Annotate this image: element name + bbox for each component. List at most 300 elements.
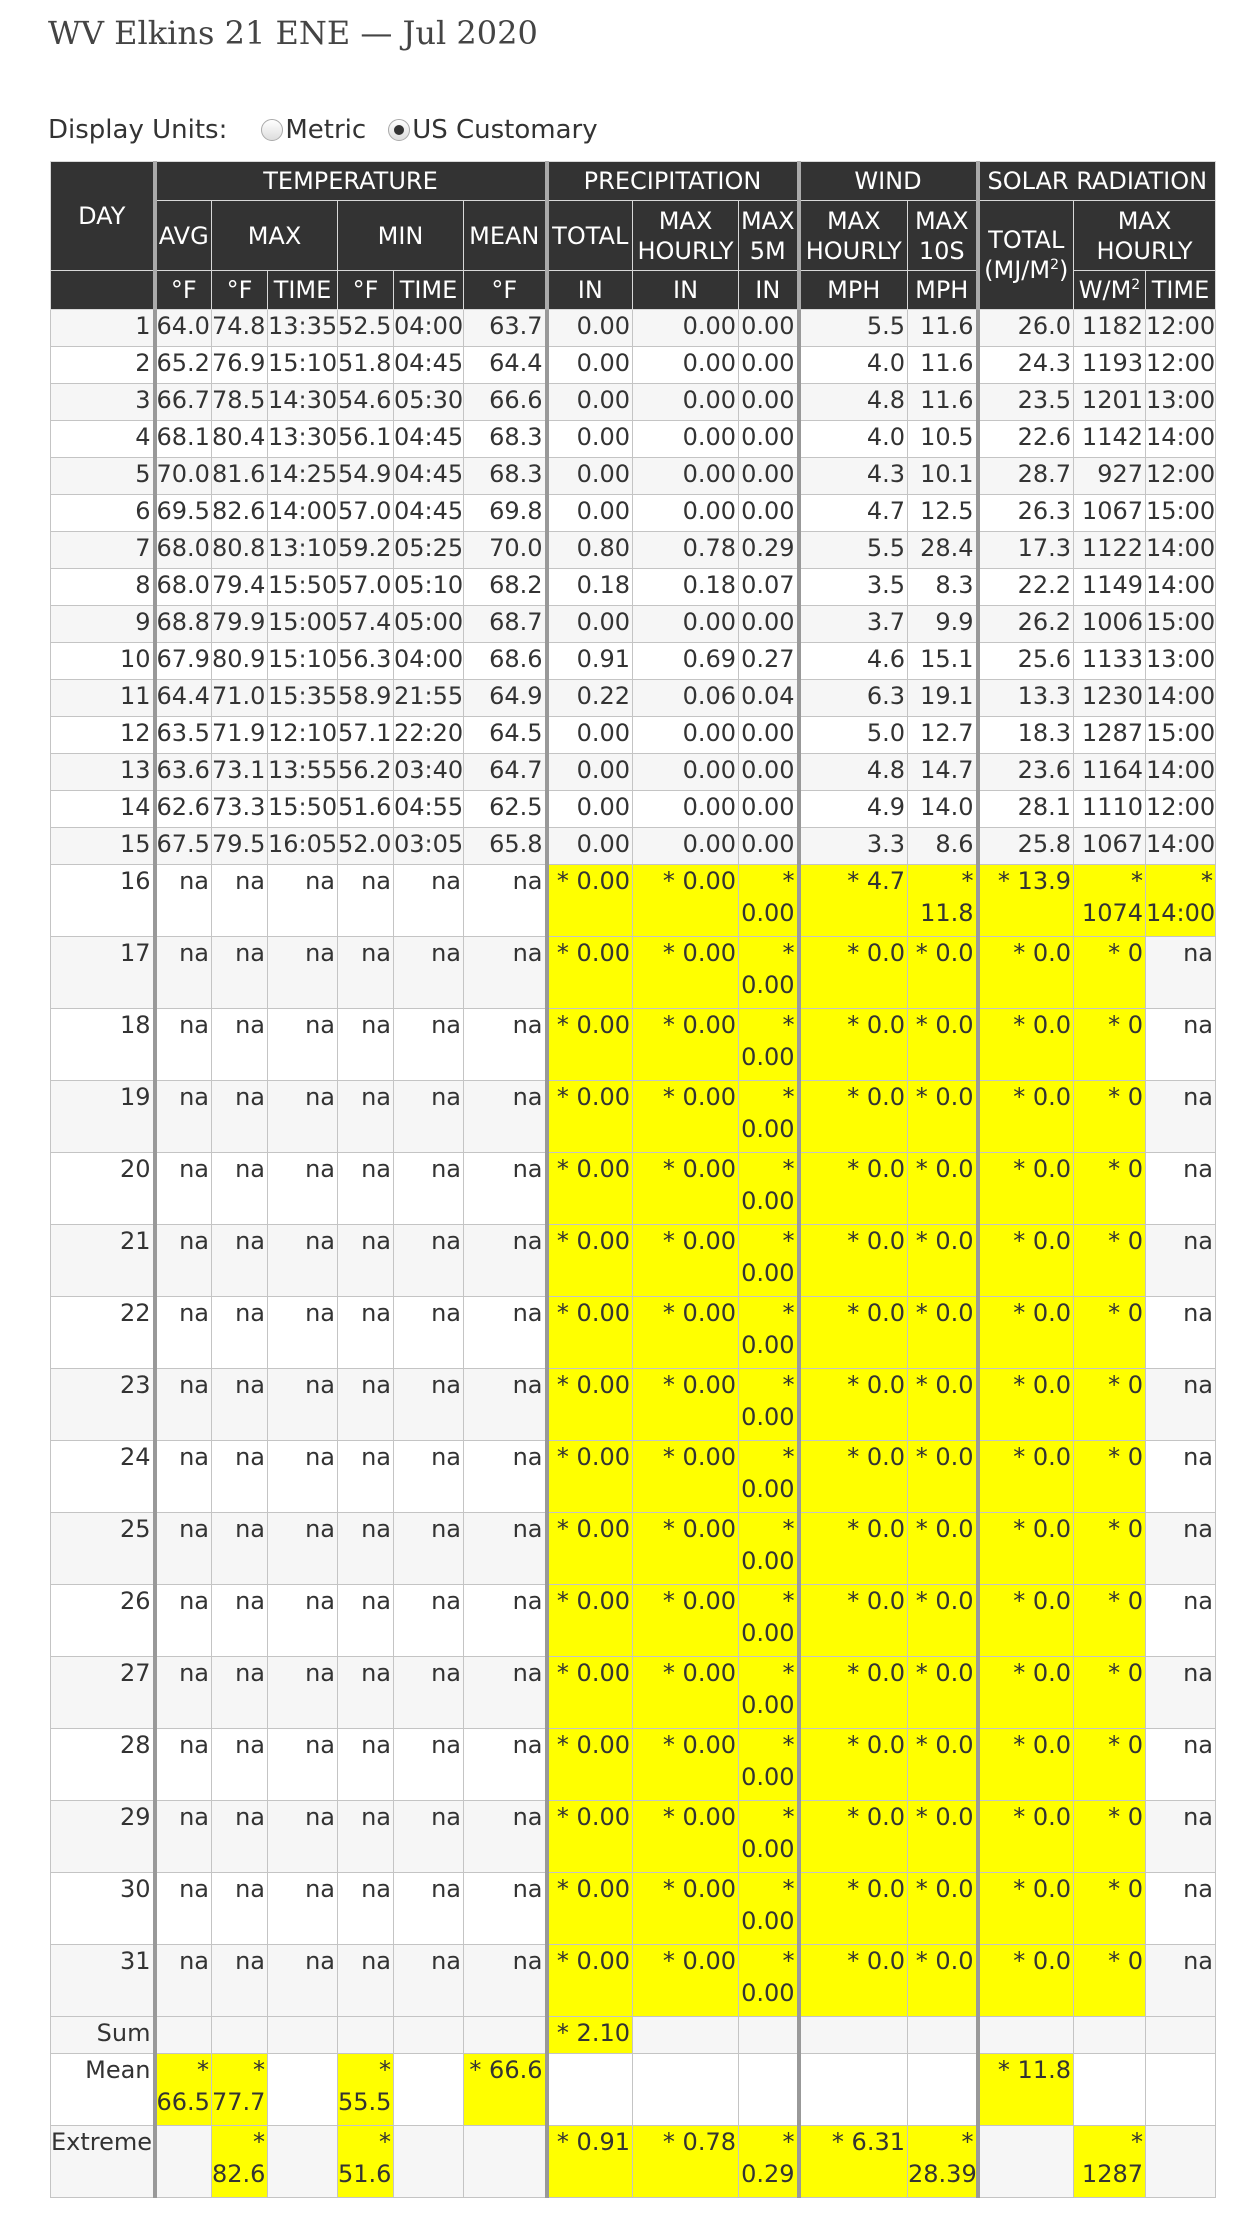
cell-precip-max-hourly: 0.00 [633, 458, 739, 495]
cell-solar-total: 28.1 [978, 791, 1074, 828]
cell-min-time: 05:00 [394, 606, 464, 643]
cell-avg: na [155, 1009, 212, 1081]
cell-wind-max-10s: 9.9 [908, 606, 978, 643]
cell-max: na [212, 1297, 268, 1369]
cell-max-time: 12:10 [268, 717, 338, 754]
cell-solar-max-hourly: * 0 [1074, 1945, 1146, 2017]
header-precipitation: PRECIPITATION [547, 162, 799, 201]
cell-solar-max-hourly: * 0 [1074, 937, 1146, 1009]
cell-precip-max-5m: * 0.00 [739, 1297, 799, 1369]
us-customary-radio-icon[interactable] [388, 119, 410, 141]
cell-solar-total: 24.3 [978, 347, 1074, 384]
cell-wind-max-hourly: * 0.0 [799, 937, 908, 1009]
cell-wind-max-10s: * 0.0 [908, 1009, 978, 1081]
footer-cell-solar-max-hourly [1074, 2017, 1146, 2054]
cell-wind-max-hourly: * 0.0 [799, 1513, 908, 1585]
cell-wind-max-10s: * 0.0 [908, 1585, 978, 1657]
cell-wind-max-10s: 12.5 [908, 495, 978, 532]
cell-max-time: na [268, 865, 338, 937]
cell-max: 73.3 [212, 791, 268, 828]
cell-solar-total: 26.3 [978, 495, 1074, 532]
cell-day: 1 [51, 310, 155, 347]
cell-day: 5 [51, 458, 155, 495]
cell-solar-max-hourly: * 0 [1074, 1153, 1146, 1225]
table-row [51, 1729, 1216, 1801]
cell-max: 78.5 [212, 384, 268, 421]
cell-min: na [338, 1009, 394, 1081]
cell-day: 22 [51, 1297, 155, 1369]
cell-solar-total: * 0.0 [978, 1729, 1074, 1801]
footer-cell-min: * 51.6 [338, 2126, 394, 2198]
cell-max: na [212, 1729, 268, 1801]
cell-solar-total: 13.3 [978, 680, 1074, 717]
footer-cell-precip-max-5m [739, 2017, 799, 2054]
cell-precip-max-5m: * 0.00 [739, 1369, 799, 1441]
cell-precip-total: * 0.00 [547, 1369, 633, 1441]
cell-day: 26 [51, 1585, 155, 1657]
page-title: WV Elkins 21 ENE — Jul 2020 [48, 14, 538, 52]
cell-solar-total: * 0.0 [978, 937, 1074, 1009]
unit-min: °F [338, 271, 394, 310]
cell-precip-max-5m: 0.00 [739, 606, 799, 643]
cell-min: 57.1 [338, 717, 394, 754]
cell-precip-total: 0.22 [547, 680, 633, 717]
cell-precip-max-hourly: 0.00 [633, 791, 739, 828]
cell-solar-max-hourly: 1067 [1074, 828, 1146, 865]
cell-precip-max-hourly: 0.00 [633, 606, 739, 643]
cell-day: 2 [51, 347, 155, 384]
cell-precip-max-5m: * 0.00 [739, 1873, 799, 1945]
cell-wind-max-hourly: * 4.7 [799, 865, 908, 937]
cell-solar-max-hourly: * 0 [1074, 1873, 1146, 1945]
footer-label-mean: Mean [51, 2054, 155, 2126]
cell-min: 57.0 [338, 569, 394, 606]
cell-max-time: 15:50 [268, 569, 338, 606]
cell-max: 80.4 [212, 421, 268, 458]
cell-min-time: na [394, 1081, 464, 1153]
cell-day: 28 [51, 1729, 155, 1801]
cell-precip-max-hourly: * 0.00 [633, 1945, 739, 2017]
table-row [51, 1153, 1216, 1225]
cell-solar-time: na [1146, 1873, 1216, 1945]
cell-avg: na [155, 1585, 212, 1657]
header-solar-total-text: TOTAL (MJ/M [984, 226, 1065, 284]
cell-wind-max-10s: 19.1 [908, 680, 978, 717]
cell-min: 56.1 [338, 421, 394, 458]
cell-max: na [212, 1369, 268, 1441]
cell-min: 59.2 [338, 532, 394, 569]
cell-precip-total: 0.18 [547, 569, 633, 606]
cell-solar-max-hourly: 1149 [1074, 569, 1146, 606]
cell-avg: na [155, 1729, 212, 1801]
cell-precip-max-5m: 0.00 [739, 384, 799, 421]
cell-mean: na [464, 1729, 547, 1801]
cell-mean: na [464, 1801, 547, 1873]
cell-avg: na [155, 1153, 212, 1225]
cell-avg: 69.5 [155, 495, 212, 532]
cell-precip-max-hourly: 0.69 [633, 643, 739, 680]
cell-min-time: 04:55 [394, 791, 464, 828]
cell-precip-total: * 0.00 [547, 1297, 633, 1369]
cell-precip-max-hourly: * 0.00 [633, 1369, 739, 1441]
cell-wind-max-10s: 11.6 [908, 347, 978, 384]
cell-day: 11 [51, 680, 155, 717]
cell-wind-max-10s: * 0.0 [908, 1657, 978, 1729]
cell-wind-max-hourly: * 0.0 [799, 1081, 908, 1153]
table-row [51, 1081, 1216, 1153]
footer-cell-min [338, 2017, 394, 2054]
cell-solar-total: 23.6 [978, 754, 1074, 791]
table-row [51, 1513, 1216, 1585]
cell-day: 19 [51, 1081, 155, 1153]
cell-day: 12 [51, 717, 155, 754]
cell-wind-max-hourly: 5.5 [799, 310, 908, 347]
cell-wind-max-10s: 10.5 [908, 421, 978, 458]
cell-wind-max-10s: 14.0 [908, 791, 978, 828]
cell-min: na [338, 1729, 394, 1801]
cell-solar-total: * 0.0 [978, 1513, 1074, 1585]
cell-min-time: 05:25 [394, 532, 464, 569]
cell-solar-max-hourly: 1006 [1074, 606, 1146, 643]
cell-max-time: na [268, 1081, 338, 1153]
cell-solar-total: * 0.0 [978, 1225, 1074, 1297]
metric-radio[interactable] [261, 115, 366, 145]
cell-max-time: 15:50 [268, 791, 338, 828]
cell-max: 73.1 [212, 754, 268, 791]
header-temperature: TEMPERATURE [155, 162, 547, 201]
cell-precip-max-hourly: * 0.00 [633, 1441, 739, 1513]
footer-cell-precip-max-hourly [633, 2017, 739, 2054]
cell-precip-max-hourly: 0.00 [633, 717, 739, 754]
table-row [51, 828, 1216, 865]
cell-solar-max-hourly: 1142 [1074, 421, 1146, 458]
cell-precip-max-5m: * 0.00 [739, 1225, 799, 1297]
cell-solar-max-hourly: * 0 [1074, 1801, 1146, 1873]
cell-min-time: na [394, 937, 464, 1009]
header-min: MIN [338, 201, 464, 271]
cell-max-time: na [268, 1729, 338, 1801]
cell-min: 52.0 [338, 828, 394, 865]
footer-cell-precip-max-5m: * 0.29 [739, 2126, 799, 2198]
footer-cell-precip-total [547, 2054, 633, 2126]
unit-solar-time: TIME [1146, 271, 1216, 310]
cell-min-time: na [394, 1801, 464, 1873]
unit-wind-max-10s: MPH [908, 271, 978, 310]
cell-precip-total: * 0.00 [547, 1225, 633, 1297]
cell-day: 30 [51, 1873, 155, 1945]
cell-mean: na [464, 1225, 547, 1297]
footer-cell-wind-max-hourly [799, 2017, 908, 2054]
cell-day: 10 [51, 643, 155, 680]
footer-cell-min-time [394, 2126, 464, 2198]
cell-wind-max-10s: 8.6 [908, 828, 978, 865]
cell-precip-total: 0.00 [547, 717, 633, 754]
cell-max: 71.9 [212, 717, 268, 754]
us-customary-radio[interactable] [388, 115, 597, 145]
cell-mean: na [464, 1657, 547, 1729]
table-row [51, 680, 1216, 717]
cell-solar-total: * 13.9 [978, 865, 1074, 937]
cell-max-time: na [268, 1009, 338, 1081]
cell-max-time: na [268, 1153, 338, 1225]
footer-row-sum [51, 2017, 1216, 2054]
cell-max-time: na [268, 1585, 338, 1657]
display-units-selector [48, 115, 620, 145]
cell-day: 3 [51, 384, 155, 421]
cell-solar-total: 22.6 [978, 421, 1074, 458]
cell-precip-max-hourly: * 0.00 [633, 1729, 739, 1801]
cell-min-time: 04:45 [394, 458, 464, 495]
header-solar-total-end: ) [1059, 256, 1069, 284]
cell-max: na [212, 1657, 268, 1729]
cell-precip-total: * 0.00 [547, 1513, 633, 1585]
cell-mean: 63.7 [464, 310, 547, 347]
cell-solar-max-hourly: * 1074 [1074, 865, 1146, 937]
us-customary-radio-label[interactable]: US Customary [412, 115, 598, 145]
unit-avg: °F [155, 271, 212, 310]
cell-solar-max-hourly: 927 [1074, 458, 1146, 495]
cell-precip-max-5m: 0.00 [739, 347, 799, 384]
footer-cell-precip-max-5m [739, 2054, 799, 2126]
cell-avg: na [155, 1081, 212, 1153]
cell-min: na [338, 1081, 394, 1153]
table-row [51, 754, 1216, 791]
cell-precip-max-5m: * 0.00 [739, 1441, 799, 1513]
footer-cell-solar-total: * 11.8 [978, 2054, 1074, 2126]
cell-min-time: na [394, 1873, 464, 1945]
footer-cell-precip-total: * 0.91 [547, 2126, 633, 2198]
cell-precip-total: * 0.00 [547, 937, 633, 1009]
cell-precip-max-5m: * 0.00 [739, 1009, 799, 1081]
cell-max-time: na [268, 1657, 338, 1729]
table-row [51, 421, 1216, 458]
cell-max-time: na [268, 1297, 338, 1369]
cell-min-time: na [394, 865, 464, 937]
cell-precip-total: 0.91 [547, 643, 633, 680]
unit-wind-max-hourly: MPH [799, 271, 908, 310]
cell-mean: na [464, 1369, 547, 1441]
header-mean: MEAN [464, 201, 547, 271]
cell-precip-max-hourly: 0.00 [633, 495, 739, 532]
footer-cell-wind-max-10s [908, 2017, 978, 2054]
cell-wind-max-10s: 10.1 [908, 458, 978, 495]
cell-wind-max-10s: * 0.0 [908, 1945, 978, 2017]
cell-precip-total: 0.00 [547, 754, 633, 791]
table-row [51, 1801, 1216, 1873]
cell-avg: na [155, 1945, 212, 2017]
cell-solar-time: 12:00 [1146, 791, 1216, 828]
cell-solar-total: 22.2 [978, 569, 1074, 606]
cell-solar-time: 14:00 [1146, 532, 1216, 569]
cell-avg: 62.6 [155, 791, 212, 828]
footer-cell-precip-max-hourly: * 0.78 [633, 2126, 739, 2198]
cell-wind-max-10s: * 0.0 [908, 1441, 978, 1513]
cell-solar-time: na [1146, 1369, 1216, 1441]
cell-day: 25 [51, 1513, 155, 1585]
cell-wind-max-10s: 8.3 [908, 569, 978, 606]
cell-day: 17 [51, 937, 155, 1009]
metric-radio-label[interactable]: Metric [285, 115, 367, 145]
cell-max: 81.6 [212, 458, 268, 495]
cell-precip-max-hourly: 0.78 [633, 532, 739, 569]
cell-wind-max-hourly: 4.0 [799, 347, 908, 384]
cell-wind-max-hourly: 5.5 [799, 532, 908, 569]
cell-solar-max-hourly: 1122 [1074, 532, 1146, 569]
cell-avg: na [155, 1513, 212, 1585]
cell-max: na [212, 865, 268, 937]
footer-cell-wind-max-10s [908, 2054, 978, 2126]
cell-wind-max-hourly: 3.7 [799, 606, 908, 643]
cell-max: na [212, 1873, 268, 1945]
footer-row-extreme [51, 2126, 1216, 2198]
cell-mean: na [464, 1585, 547, 1657]
cell-solar-total: 25.8 [978, 828, 1074, 865]
cell-wind-max-hourly: * 0.0 [799, 1153, 908, 1225]
cell-solar-time: 13:00 [1146, 643, 1216, 680]
cell-solar-max-hourly: 1067 [1074, 495, 1146, 532]
cell-solar-max-hourly: * 0 [1074, 1729, 1146, 1801]
cell-avg: 64.4 [155, 680, 212, 717]
cell-max-time: na [268, 1369, 338, 1441]
cell-min: 54.9 [338, 458, 394, 495]
cell-precip-total: 0.00 [547, 458, 633, 495]
cell-max-time: na [268, 1441, 338, 1513]
cell-solar-total: 25.6 [978, 643, 1074, 680]
unit-precip-total: IN [547, 271, 633, 310]
cell-day: 6 [51, 495, 155, 532]
cell-solar-time: 14:00 [1146, 680, 1216, 717]
header-wind-max-10s: MAX 10S [908, 201, 978, 271]
cell-min: 51.6 [338, 791, 394, 828]
footer-cell-solar-time [1146, 2017, 1216, 2054]
cell-solar-max-hourly: * 0 [1074, 1081, 1146, 1153]
cell-precip-max-5m: * 0.00 [739, 1081, 799, 1153]
cell-max-time: 16:05 [268, 828, 338, 865]
footer-cell-solar-time [1146, 2054, 1216, 2126]
cell-wind-max-hourly: 4.8 [799, 384, 908, 421]
cell-wind-max-10s: * 0.0 [908, 1873, 978, 1945]
cell-precip-max-hourly: 0.00 [633, 828, 739, 865]
cell-max: na [212, 1801, 268, 1873]
cell-max-time: na [268, 1513, 338, 1585]
cell-solar-total: 18.3 [978, 717, 1074, 754]
cell-wind-max-10s: 28.4 [908, 532, 978, 569]
unit-solar-max-hourly [1074, 271, 1146, 310]
cell-precip-total: * 0.00 [547, 1873, 633, 1945]
cell-precip-total: 0.00 [547, 791, 633, 828]
cell-max: na [212, 937, 268, 1009]
cell-precip-total: 0.00 [547, 828, 633, 865]
cell-wind-max-10s: * 0.0 [908, 1513, 978, 1585]
cell-solar-time: na [1146, 1801, 1216, 1873]
footer-cell-max-time [268, 2126, 338, 2198]
footer-label-sum: Sum [51, 2017, 155, 2054]
cell-wind-max-10s: 12.7 [908, 717, 978, 754]
header-solar-total [978, 201, 1074, 310]
cell-precip-max-5m: 0.00 [739, 754, 799, 791]
footer-cell-precip-max-hourly [633, 2054, 739, 2126]
cell-solar-time: na [1146, 1297, 1216, 1369]
cell-precip-max-5m: 0.07 [739, 569, 799, 606]
cell-solar-time: 13:00 [1146, 384, 1216, 421]
cell-solar-max-hourly: 1182 [1074, 310, 1146, 347]
cell-precip-max-5m: 0.00 [739, 421, 799, 458]
cell-min: na [338, 937, 394, 1009]
cell-solar-total: * 0.0 [978, 1801, 1074, 1873]
cell-wind-max-hourly: * 0.0 [799, 1369, 908, 1441]
footer-cell-max-time [268, 2017, 338, 2054]
cell-day: 24 [51, 1441, 155, 1513]
footer-cell-min-time [394, 2017, 464, 2054]
cell-wind-max-hourly: 4.9 [799, 791, 908, 828]
cell-solar-max-hourly: * 0 [1074, 1513, 1146, 1585]
cell-precip-max-5m: * 0.00 [739, 1801, 799, 1873]
cell-avg: 63.6 [155, 754, 212, 791]
cell-max-time: na [268, 1225, 338, 1297]
cell-day: 23 [51, 1369, 155, 1441]
cell-wind-max-hourly: 4.7 [799, 495, 908, 532]
cell-solar-max-hourly: 1230 [1074, 680, 1146, 717]
cell-avg: na [155, 1873, 212, 1945]
cell-max-time: 14:25 [268, 458, 338, 495]
cell-min: na [338, 1369, 394, 1441]
cell-mean: 64.7 [464, 754, 547, 791]
cell-solar-time: 14:00 [1146, 421, 1216, 458]
cell-min: 57.0 [338, 495, 394, 532]
cell-avg: na [155, 1297, 212, 1369]
cell-solar-total: * 0.0 [978, 1873, 1074, 1945]
table-row [51, 937, 1216, 1009]
cell-min-time: 04:00 [394, 310, 464, 347]
cell-precip-max-hourly: * 0.00 [633, 1585, 739, 1657]
daily-data-table [50, 161, 1216, 2198]
cell-solar-time: 15:00 [1146, 606, 1216, 643]
cell-wind-max-hourly: * 0.0 [799, 1945, 908, 2017]
cell-min-time: 03:40 [394, 754, 464, 791]
cell-min-time: 05:30 [394, 384, 464, 421]
cell-min: na [338, 1153, 394, 1225]
cell-max: na [212, 1225, 268, 1297]
table-row [51, 384, 1216, 421]
footer-cell-max: * 77.7 [212, 2054, 268, 2126]
cell-mean: 65.8 [464, 828, 547, 865]
cell-min-time: na [394, 1369, 464, 1441]
header-wind: WIND [799, 162, 978, 201]
table-row [51, 865, 1216, 937]
unit-min-time: TIME [394, 271, 464, 310]
cell-wind-max-10s: 11.6 [908, 310, 978, 347]
cell-wind-max-10s: * 0.0 [908, 1081, 978, 1153]
cell-wind-max-hourly: 4.8 [799, 754, 908, 791]
table-row [51, 458, 1216, 495]
header-precip-max-5m: MAX 5M [739, 201, 799, 271]
table-row [51, 532, 1216, 569]
cell-solar-time: na [1146, 1513, 1216, 1585]
cell-precip-max-5m: * 0.00 [739, 1945, 799, 2017]
cell-precip-max-5m: * 0.00 [739, 937, 799, 1009]
cell-precip-max-5m: 0.29 [739, 532, 799, 569]
cell-max-time: 14:30 [268, 384, 338, 421]
cell-precip-max-5m: * 0.00 [739, 1729, 799, 1801]
cell-solar-time: na [1146, 1585, 1216, 1657]
cell-solar-total: * 0.0 [978, 1441, 1074, 1513]
unit-precip-max-5m: IN [739, 271, 799, 310]
cell-solar-max-hourly: 1110 [1074, 791, 1146, 828]
table-row [51, 791, 1216, 828]
cell-wind-max-hourly: * 0.0 [799, 1801, 908, 1873]
metric-radio-icon[interactable] [261, 119, 283, 141]
cell-day: 20 [51, 1153, 155, 1225]
